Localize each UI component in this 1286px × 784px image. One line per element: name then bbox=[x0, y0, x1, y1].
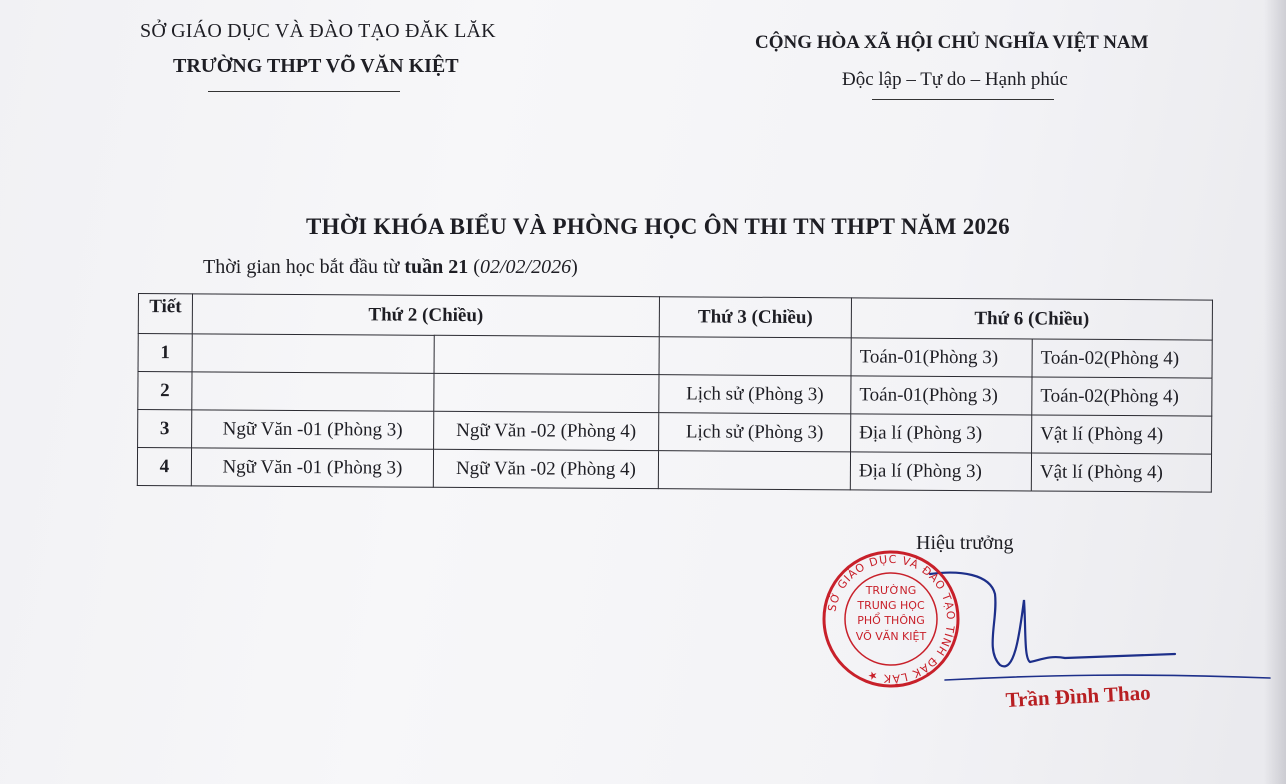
period-cell: 2 bbox=[138, 372, 192, 410]
republic-name: CỘNG HÒA XÃ HỘI CHỦ NGHĨA VIỆT NAM bbox=[755, 32, 1149, 53]
school-underline bbox=[208, 91, 400, 92]
header-tuesday: Thứ 3 (Chiều) bbox=[659, 297, 851, 338]
period-cell: 4 bbox=[137, 448, 191, 486]
monday-class-1-cell bbox=[192, 372, 434, 411]
svg-text:TRUNG HỌC: TRUNG HỌC bbox=[857, 599, 925, 612]
tuesday-cell: Lịch sử (Phòng 3) bbox=[659, 375, 851, 414]
monday-class-2-cell bbox=[434, 335, 659, 374]
principal-title: Hiệu trưởng bbox=[916, 532, 1014, 554]
national-motto: Độc lập – Tự do – Hạnh phúc bbox=[842, 69, 1068, 90]
monday-class-2-cell: Ngữ Văn -02 (Phòng 4) bbox=[434, 411, 659, 450]
timetable bbox=[137, 293, 1213, 493]
friday-class-1-cell: Địa lí (Phòng 3) bbox=[851, 414, 1032, 453]
table-row bbox=[137, 448, 1211, 493]
start-date: 02/02/2026 bbox=[479, 256, 572, 278]
principal-name: Trần Đình Thao bbox=[1005, 680, 1152, 712]
friday-class-2-cell: Vật lí (Phòng 4) bbox=[1032, 415, 1212, 454]
document-title: THỜI KHÓA BIỂU VÀ PHÒNG HỌC ÔN THI TN THPT NĂM 2026 bbox=[306, 214, 1010, 239]
school-seal bbox=[820, 548, 962, 690]
timetable-header-row bbox=[138, 294, 1212, 341]
monday-class-1-cell bbox=[192, 334, 434, 373]
start-time-line bbox=[203, 256, 578, 279]
header-friday: Thứ 6 (Chiều) bbox=[851, 298, 1212, 340]
monday-class-1-cell: Ngữ Văn -01 (Phòng 3) bbox=[192, 410, 434, 449]
monday-class-1-cell: Ngữ Văn -01 (Phòng 3) bbox=[191, 448, 433, 487]
tuesday-cell bbox=[658, 451, 850, 490]
svg-text:PHỔ THÔNG: PHỔ THÔNG bbox=[857, 614, 925, 627]
table-row bbox=[138, 410, 1212, 455]
header-period: Tiết bbox=[138, 294, 192, 334]
tuesday-cell: Lịch sử (Phòng 3) bbox=[659, 413, 851, 452]
period-cell: 3 bbox=[138, 410, 192, 448]
friday-class-2-cell: Vật lí (Phòng 4) bbox=[1031, 453, 1211, 492]
friday-class-1-cell: Toán-01(Phòng 3) bbox=[851, 338, 1032, 377]
svg-text:TRƯỜNG: TRƯỜNG bbox=[865, 584, 917, 597]
table-row bbox=[138, 334, 1212, 379]
start-open-paren: ( bbox=[468, 256, 480, 278]
period-cell: 1 bbox=[138, 334, 192, 372]
ministry-name: SỞ GIÁO DỤC VÀ ĐÀO TẠO ĐĂK LĂK bbox=[140, 20, 496, 42]
start-week: tuần 21 bbox=[404, 256, 469, 278]
svg-text:SỞ GIÁO DỤC VÀ ĐÀO TẠO TỈNH ĐĂ: SỞ GIÁO DỤC VÀ ĐÀO TẠO TỈNH ĐĂK LĂK ★ bbox=[825, 552, 958, 686]
monday-class-2-cell bbox=[434, 373, 659, 412]
svg-text:VÕ VĂN KIỆT: VÕ VĂN KIỆT bbox=[855, 630, 927, 643]
friday-class-2-cell: Toán-02(Phòng 4) bbox=[1032, 339, 1212, 378]
motto-underline bbox=[872, 99, 1054, 100]
start-prefix: Thời gian học bắt đầu từ bbox=[203, 256, 405, 278]
start-close-paren: ) bbox=[571, 256, 578, 278]
school-name: TRƯỜNG THPT VÕ VĂN KIỆT bbox=[173, 55, 459, 77]
table-row bbox=[138, 372, 1212, 417]
friday-class-1-cell: Địa lí (Phòng 3) bbox=[850, 452, 1031, 491]
friday-class-2-cell: Toán-02(Phòng 4) bbox=[1032, 377, 1212, 416]
friday-class-1-cell: Toán-01(Phòng 3) bbox=[851, 376, 1032, 415]
header-monday: Thứ 2 (Chiều) bbox=[192, 294, 659, 337]
tuesday-cell bbox=[659, 337, 851, 376]
monday-class-2-cell: Ngữ Văn -02 (Phòng 4) bbox=[433, 449, 658, 488]
